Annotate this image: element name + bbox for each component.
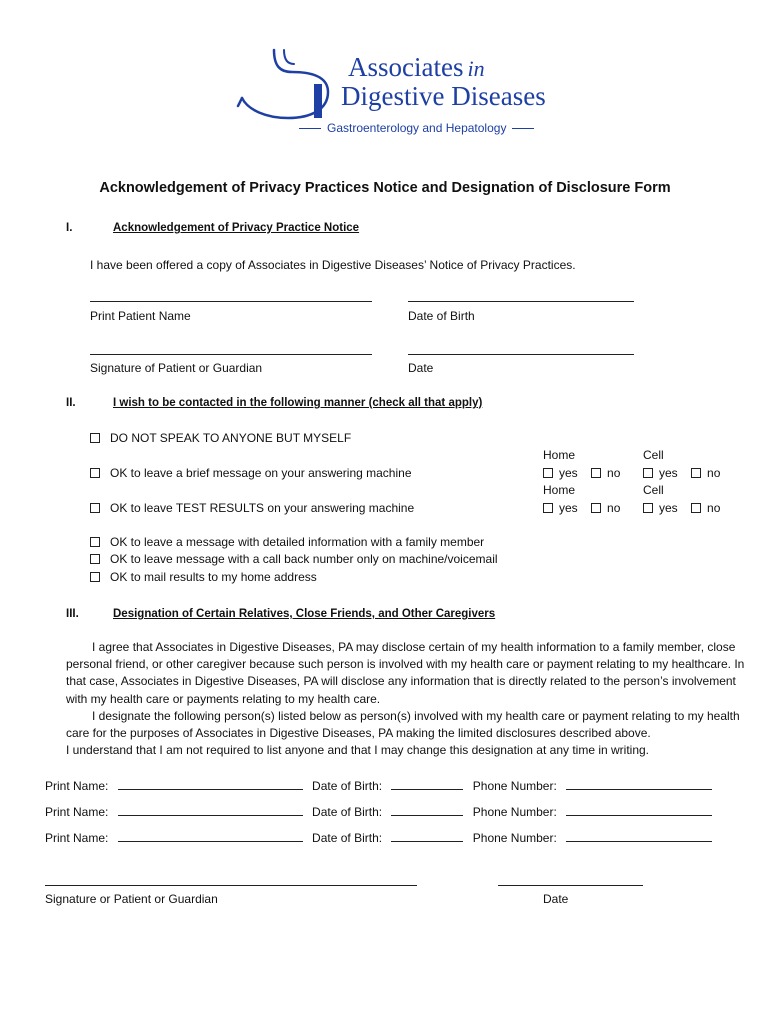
cell-label-1: Cell [643,448,664,462]
logo-name-line2: Digestive Diseases [341,81,546,111]
option-family-member: OK to leave a message with detailed information with a family member [90,535,484,549]
checkbox-family-member[interactable] [90,537,100,547]
home-label-2: Home [543,483,576,497]
person2-phone-field[interactable] [566,805,712,816]
person1-phone-field[interactable] [566,779,712,790]
print-patient-name-field[interactable] [90,301,372,302]
checkbox-brief-message[interactable] [90,468,100,478]
checkbox-test-results[interactable] [90,503,100,513]
phone-label: Phone Number: [472,805,557,819]
checkbox-brief-home-yes[interactable] [543,468,553,478]
section3-heading: Designation of Certain Relatives, Close Friends, and Other Caregivers [113,608,496,620]
brief-cell-choice: yes no [643,466,720,480]
person2-dob-field[interactable] [391,805,463,816]
option-call-back: OK to leave message with a call back number only on machine/voicemail [90,552,498,566]
option-brief-message: OK to leave a brief message on your answering machine [90,466,412,480]
designation-para-3: I understand that I am not required to list anyone and that I may change this designation at any time in writing. [66,743,650,758]
form-title: Acknowledgement of Privacy Practices Notice and Designation of Disclosure Form [99,180,671,196]
person3-dob-field[interactable] [391,831,463,842]
person3-name-field[interactable] [118,831,303,842]
dob-label: Date of Birth: [312,779,383,793]
checkbox-test-home-yes[interactable] [543,503,553,513]
signature-date-field[interactable] [408,354,634,355]
checkbox-brief-home-no[interactable] [591,468,601,478]
print-name-label: Print Name: [45,779,109,793]
checkbox-test-home-no[interactable] [591,503,601,513]
date-of-birth-field[interactable] [408,301,634,302]
patient-signature-field[interactable] [90,354,372,355]
person2-name-field[interactable] [118,805,303,816]
designation-para-1: I agree that Associates in Digestive Diseases, PA may disclose certain of my health information to a family member, close personal friend, or other caregiver because such person is involved with my health care or payment relating to my healthcare. In that case, Associates in Digestive Diseases, PA will disclose any information that is directly related to the person’s involvement with my health care or payments relating to my health care. [66,640,745,706]
checkbox-mail-results[interactable] [90,572,100,582]
checkbox-call-back[interactable] [90,554,100,564]
cell-label-2: Cell [643,483,664,497]
print-name-label: Print Name: [45,805,109,819]
brief-home-choice: yes no [543,466,620,480]
logo-name-line1: Associates in [348,52,485,82]
option-speak-myself: DO NOT SPEAK TO ANYONE BUT MYSELF [90,431,351,445]
print-patient-name-label: Print Patient Name [90,309,191,323]
phone-label: Phone Number: [472,779,557,793]
stomach-logo-icon [236,46,336,126]
date-of-birth-label: Date of Birth [408,309,475,323]
section1-statement: I have been offered a copy of Associates in Digestive Diseases’ Notice of Privacy Practices. [90,258,576,272]
section1-heading: Acknowledgement of Privacy Practice Notice [113,222,360,234]
section2-number: II. [66,397,76,409]
final-signature-label: Signature or Patient or Guardian [45,892,218,906]
dob-label: Date of Birth: [312,805,383,819]
dob-label: Date of Birth: [312,831,383,845]
designation-paragraphs [66,639,746,759]
test-home-choice: yes no [543,501,620,515]
final-signature-field[interactable] [45,885,417,886]
section3-number: III. [66,608,79,620]
option-test-results: OK to leave TEST RESULTS on your answering machine [90,501,414,515]
checkbox-brief-cell-yes[interactable] [643,468,653,478]
patient-signature-label: Signature of Patient or Guardian [90,361,263,375]
person-row [45,805,712,819]
section2-heading: I wish to be contacted in the following manner (check all that apply) [113,397,483,409]
home-label-1: Home [543,448,576,462]
checkbox-test-cell-no[interactable] [691,503,701,513]
section1-number: I. [66,222,73,234]
signature-date-label: Date [408,361,434,375]
designation-para-2: I designate the following person(s) listed below as person(s) involved with my health care or payment relating to my health care for the purposes of Associates in Digestive Diseases, PA making the limited disclosures described above. [66,708,740,741]
final-date-label: Date [543,892,569,906]
person-row [45,779,712,793]
checkbox-test-cell-yes[interactable] [643,503,653,513]
checkbox-speak-myself[interactable] [90,433,100,443]
test-cell-choice: yes no [643,501,720,515]
checkbox-brief-cell-no[interactable] [691,468,701,478]
person1-name-field[interactable] [118,779,303,790]
option-mail-results: OK to mail results to my home address [90,570,317,584]
person1-dob-field[interactable] [391,779,463,790]
person-row [45,831,712,845]
final-date-field[interactable] [498,885,643,886]
logo-tagline: Gastroenterology and Hepatology [293,121,540,135]
logo-name-in: in [467,56,485,81]
person3-phone-field[interactable] [566,831,712,842]
print-name-label: Print Name: [45,831,109,845]
phone-label: Phone Number: [472,831,557,845]
